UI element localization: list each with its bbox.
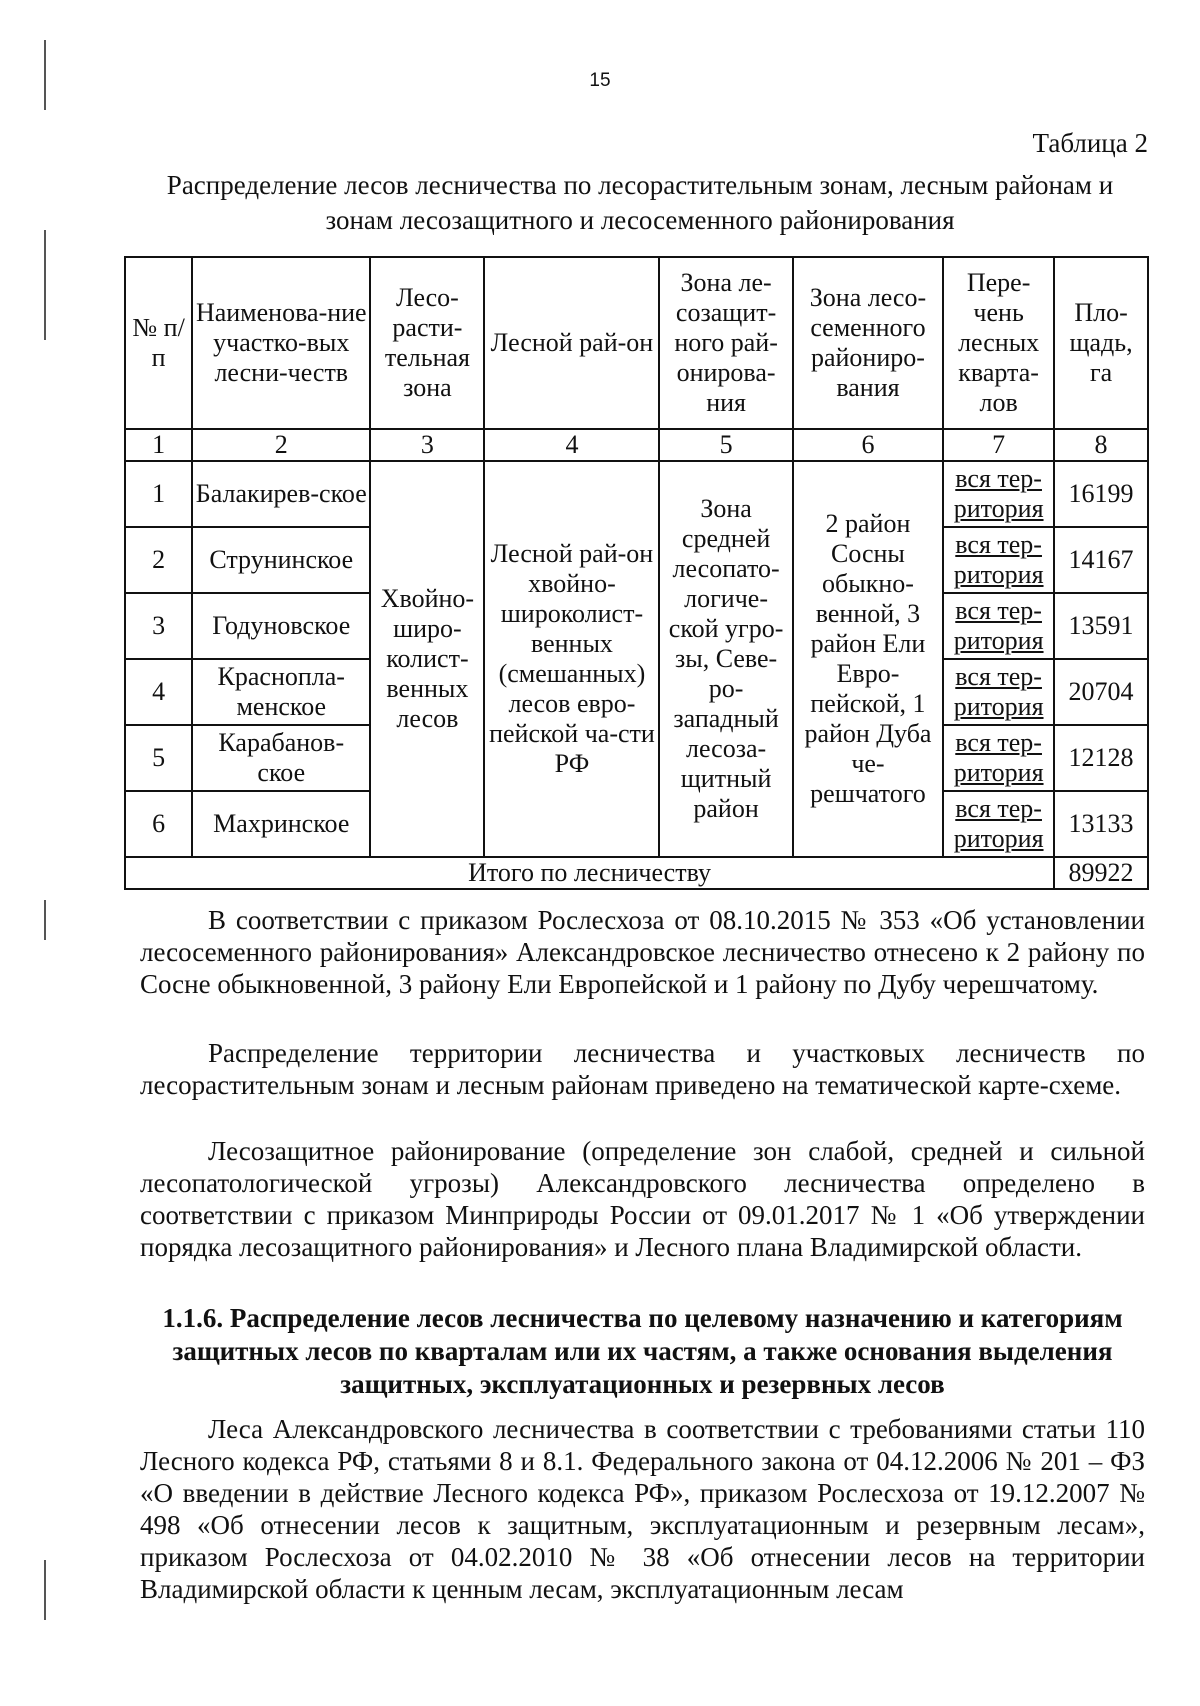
area-value: 12128 (1054, 725, 1148, 791)
forest-distribution-table (124, 256, 1149, 890)
row-number: 2 (125, 527, 192, 593)
table-header-row (125, 257, 1148, 429)
column-number: 2 (192, 429, 370, 461)
row-number: 1 (125, 461, 192, 527)
column-number: 3 (370, 429, 484, 461)
quarters-list: вся тер-ритория (943, 659, 1054, 725)
paragraph-protection-zoning: Лесозащитное районирование (определение зон слабой, средней и сильной лесопатологической угрозы) Александровского лесничества определено в соответствии с приказом Минприроды России от 09.01.2017 № 1 «Об утверждении порядка лесозащитного районирования» и Лесного плана Владимирской области. (140, 1136, 1145, 1262)
column-number: 4 (484, 429, 659, 461)
area-value: 13133 (1054, 791, 1148, 857)
column-number: 6 (793, 429, 943, 461)
row-number: 3 (125, 593, 192, 659)
column-header: Лесной рай-он (484, 257, 659, 429)
table-label: Таблица 2 (1032, 128, 1148, 158)
forest-protection-zone: Зона средней лесопато-логиче-ской угро-зы, Севе-ро-западный лесоза-щитный район (659, 461, 792, 857)
table-row (125, 461, 1148, 527)
forest-vegetation-zone: Хвойно-широ-колист-венных лесов (370, 461, 484, 857)
forest-seed-zone: 2 район Сосны обыкно-венной, 3 район Ели Евро-пейской, 1 район Дуба че-решчатого (793, 461, 943, 857)
forestry-name: Махринское (192, 791, 370, 857)
column-header: Лесо-расти-тельная зона (370, 257, 484, 429)
total-label: Итого по лесничеству (125, 857, 1054, 889)
scan-margin-mark (44, 900, 46, 940)
forest-district: Лесной рай-он хвойно-широколист-венных (смешанных) лесов евро-пейской ча-сти РФ (484, 461, 659, 857)
quarters-list: вся тер-ритория (943, 527, 1054, 593)
scan-margin-mark (44, 1560, 46, 1620)
quarters-list: вся тер-ритория (943, 725, 1054, 791)
quarters-list: вся тер-ритория (943, 593, 1054, 659)
row-number: 6 (125, 791, 192, 857)
column-number-row (125, 429, 1148, 461)
forestry-name: Карабанов-ское (192, 725, 370, 791)
column-header: Зона лесо-семенного райониро-вания (793, 257, 943, 429)
column-header: Наименова-ние участко-вых лесни-честв (192, 257, 370, 429)
row-number: 5 (125, 725, 192, 791)
page-number: 15 (589, 70, 611, 91)
quarters-list: вся тер-ритория (943, 791, 1054, 857)
quarters-list: вся тер-ритория (943, 461, 1054, 527)
section-heading: 1.1.6. Распределение лесов лесничества по целевому назначению и категориям защитных лесов по кварталам или их частям, а также основания выделения защитных, эксплуатационных и резервных лесов (162, 1303, 1123, 1399)
forestry-name: Краснопла-менское (192, 659, 370, 725)
area-value: 13591 (1054, 593, 1148, 659)
area-value: 16199 (1054, 461, 1148, 527)
forestry-name: Годуновское (192, 593, 370, 659)
paragraph-territory-distribution: Распределение территории лесничества и участковых лесничеств по лесорастительным зонам и лесным районам приведено на тематической карте-схеме. (140, 1038, 1145, 1100)
total-value: 89922 (1054, 857, 1148, 889)
area-value: 14167 (1054, 527, 1148, 593)
area-value: 20704 (1054, 659, 1148, 725)
paragraph-seed-zoning: В соответствии с приказом Рослесхоза от 08.10.2015 № 353 «Об установлении лесосеменного районирования» Александровское лесничество отнесено к 2 району по Сосне обыкновенной, 3 району Ели Европейской и 1 району по Дубу черешчатому. (140, 905, 1145, 999)
column-header: Пло-щадь, га (1054, 257, 1148, 429)
scan-margin-mark (44, 230, 46, 340)
table-total-row (125, 857, 1148, 889)
table-title: Распределение лесов лесничества по лесорастительным зонам, лесным районам и зонам лесозащитного и лесосеменного районирования (166, 170, 1114, 235)
forestry-name: Струнинское (192, 527, 370, 593)
row-number: 4 (125, 659, 192, 725)
column-number: 8 (1054, 429, 1148, 461)
column-number: 1 (125, 429, 192, 461)
column-number: 5 (659, 429, 792, 461)
column-header: № п/п (125, 257, 192, 429)
paragraph-forest-categories: Леса Александровского лесничества в соответствии с требованиями статьи 110 Лесного кодекса РФ, статьями 8 и 8.1. Федерального закона от 04.12.2006 № 201 – ФЗ «О введении в действие Лесного кодекса РФ», приказом Рослесхоза от 19.12.2007 № 498 «Об отнесении лесов к защитным, эксплуатационным и резервным лесам», приказом Рослесхоза от 04.02.2010 № 38 «Об отнесении лесов на территории Владимирской области к ценным лесам, эксплуатационным лесам (140, 1414, 1145, 1604)
column-number: 7 (943, 429, 1054, 461)
forestry-name: Балакирев-ское (192, 461, 370, 527)
column-header: Пере-чень лесных кварта-лов (943, 257, 1054, 429)
column-header: Зона ле-созащит-ного рай-онирова-ния (659, 257, 792, 429)
